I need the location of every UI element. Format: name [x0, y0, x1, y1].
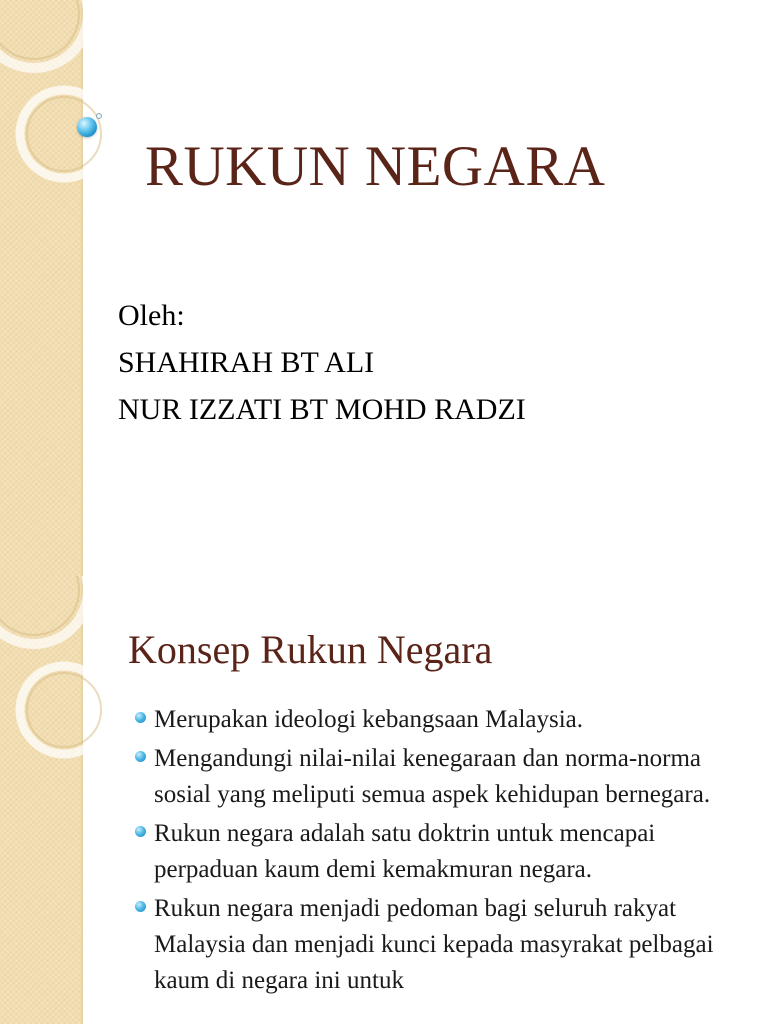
decorative-rings-graphic	[0, 576, 120, 1024]
bullet-item	[133, 741, 758, 813]
bullet-text: Rukun negara menjadi pedoman bagi seluruh rakyat Malaysia dan menjadi kunci kepada masyrakat pelbagai kaum di negara ini untuk	[154, 895, 714, 994]
small-ring-icon	[96, 113, 102, 119]
bullet-text: Rukun negara adalah satu doktrin untuk mencapai perpaduan kaum demi kemakmuran negara.	[154, 820, 656, 883]
subtitle-line-author-1: SHAHIRAH BT ALI	[118, 346, 375, 379]
blue-bead-icon	[77, 117, 97, 137]
bullet-item	[133, 891, 758, 999]
subtitle-line-author-2: NUR IZZATI BT MOHD RADZI	[118, 393, 526, 426]
bullet-list	[133, 702, 758, 1002]
slide-title: RUKUN NEGARA	[145, 135, 606, 198]
bullet-dot-icon	[135, 826, 146, 837]
subtitle-line-by: Oleh:	[118, 299, 185, 332]
decorative-side-panel	[0, 576, 83, 1024]
bullet-text: Mengandungi nilai-nilai kenegaraan dan norma-norma sosial yang meliputi semua aspek kehidupan bernegara.	[154, 745, 711, 808]
content-slide	[0, 576, 768, 1024]
bullet-item	[133, 702, 758, 738]
bullet-dot-icon	[135, 712, 146, 723]
bullet-dot-icon	[135, 751, 146, 762]
slide-heading: Konsep Rukun Negara	[128, 627, 493, 672]
decorative-side-panel	[0, 0, 83, 576]
bullet-dot-icon	[135, 901, 146, 912]
subtitle-block	[118, 292, 526, 433]
bullet-item	[133, 816, 758, 888]
decorative-rings-graphic	[0, 0, 120, 576]
bullet-text: Merupakan ideologi kebangsaan Malaysia.	[154, 706, 584, 733]
